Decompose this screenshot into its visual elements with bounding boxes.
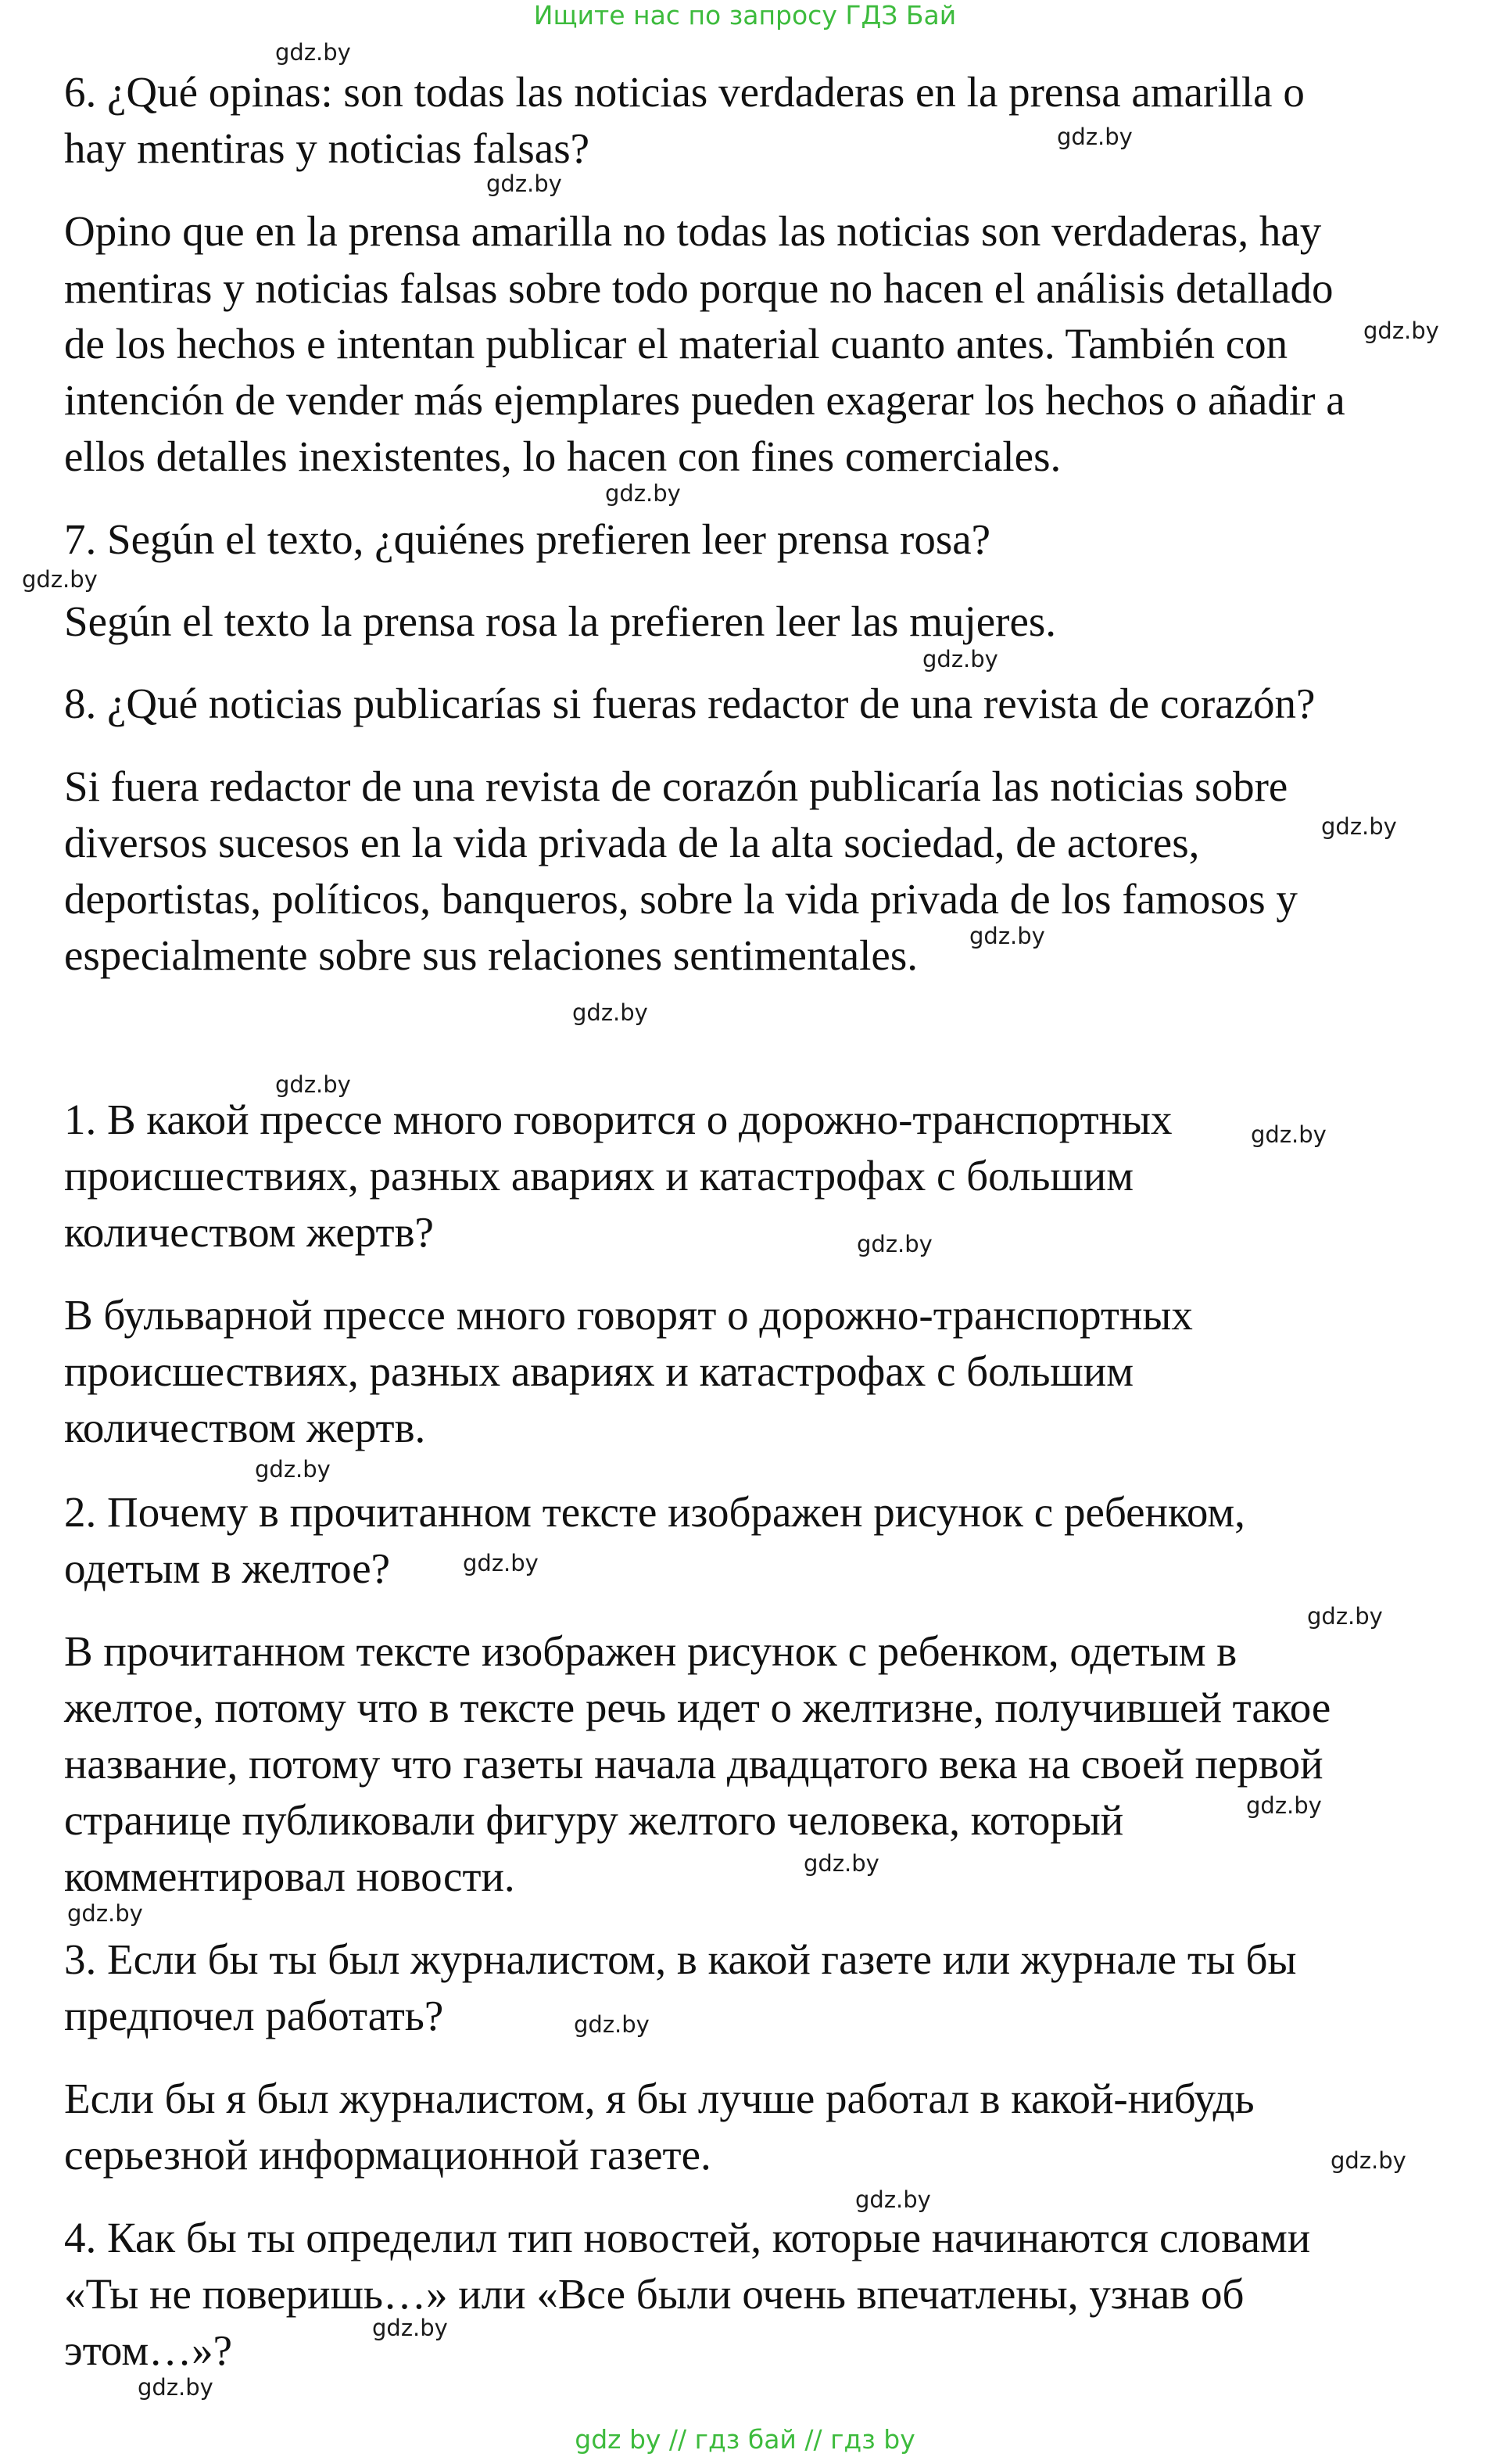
answer-ru-2-line-3: название, потому что газеты начала двадцатого века на своей первой — [64, 1740, 1323, 1788]
watermark: gdz.by — [486, 170, 562, 197]
answer-6-line-4: intención de vender más ejemplares pueden exagerar los hechos o añadir a — [64, 376, 1345, 424]
answer-ru-1-line-1: В бульварной прессе много говорят о дорожно-транспортных — [64, 1291, 1193, 1339]
watermark: gdz.by — [1331, 2147, 1406, 2174]
answer-6-line-2: mentiras y noticias falsas sobre todo porque no hacen el análisis detallado — [64, 264, 1334, 312]
watermark: gdz.by — [1057, 124, 1133, 150]
answer-ru-2-line-4: странице публиковали фигуру желтого человека, который — [64, 1796, 1124, 1844]
answer-ru-1-line-3: количеством жертв. — [64, 1404, 426, 1451]
question-ru-4-line-2: «Ты не поверишь…» или «Все были очень впечатлены, узнав об — [64, 2270, 1245, 2318]
watermark: gdz.by — [857, 1231, 933, 1257]
question-7-line-1: 7. Según el texto, ¿quiénes prefieren leer prensa rosa? — [64, 515, 991, 563]
answer-6-line-5: ellos detalles inexistentes, lo hacen con fines comerciales. — [64, 432, 1062, 480]
answer-ru-3-line-2: серьезной информационной газете. — [64, 2131, 711, 2179]
answer-8-line-4: especialmente sobre sus relaciones sentimentales. — [64, 931, 918, 979]
watermark: gdz.by — [463, 1550, 539, 1576]
answer-ru-1-line-2: происшествиях, разных авариях и катастрофах с большим — [64, 1347, 1134, 1395]
watermark: gdz.by — [275, 1071, 351, 1098]
watermark: gdz.by — [22, 566, 98, 593]
question-ru-3-line-2: предпочел работать? — [64, 1992, 444, 2039]
question-6-line-1: 6. ¿Qué opinas: son todas las noticias verdaderas en la prensa amarilla o — [64, 68, 1305, 116]
watermark: gdz.by — [605, 480, 681, 507]
watermark: gdz.by — [138, 2374, 213, 2401]
question-ru-3-line-1: 3. Если бы ты был журналистом, в какой газете или журнале ты бы — [64, 1935, 1297, 1983]
answer-7-line-1: Según el texto la prensa rosa la prefieren leer las mujeres. — [64, 597, 1057, 645]
answer-8-line-3: deportistas, políticos, banqueros, sobre la vida privada de los famosos y — [64, 875, 1298, 923]
question-8-line-1: 8. ¿Qué noticias publicarías si fueras redactor de una revista de corazón? — [64, 680, 1316, 727]
footer-banner[interactable]: gdz by // гдз бай // гдз by — [575, 2424, 915, 2455]
watermark: gdz.by — [67, 1900, 143, 1927]
answer-ru-2-line-2: желтое, потому что в тексте речь идет о желтизне, получившей такое — [64, 1684, 1331, 1731]
header-banner[interactable]: Ищите нас по запросу ГДЗ Бай — [533, 0, 957, 30]
question-6-line-2: hay mentiras y noticias falsas? — [64, 124, 590, 172]
watermark: gdz.by — [855, 2186, 931, 2213]
watermark: gdz.by — [922, 646, 998, 672]
question-ru-4-line-3: этом…»? — [64, 2326, 233, 2374]
watermark: gdz.by — [255, 1456, 331, 1483]
question-ru-4-line-1: 4. Как бы ты определил тип новостей, которые начинаются словами — [64, 2214, 1311, 2261]
watermark: gdz.by — [572, 999, 648, 1026]
answer-ru-3-line-1: Если бы я был журналистом, я бы лучше работал в какой-нибудь — [64, 2075, 1255, 2122]
answer-8-line-1: Si fuera redactor de una revista de corazón publicaría las noticias sobre — [64, 762, 1288, 810]
question-ru-2-line-2: одетым в желтое? — [64, 1544, 391, 1592]
answer-6-line-3: de los hechos e intentan publicar el material cuanto antes. También con — [64, 320, 1288, 368]
watermark: gdz.by — [275, 39, 351, 66]
watermark: gdz.by — [1307, 1603, 1383, 1630]
answer-ru-2-line-1: В прочитанном тексте изображен рисунок с ребенком, одетым в — [64, 1627, 1237, 1675]
question-ru-2-line-1: 2. Почему в прочитанном тексте изображен рисунок с ребенком, — [64, 1488, 1245, 1536]
answer-6-line-1: Opino que en la prensa amarilla no todas las noticias son verdaderas, hay — [64, 207, 1322, 255]
question-ru-1-line-1: 1. В какой прессе много говорится о дорожно-транспортных — [64, 1096, 1173, 1143]
watermark: gdz.by — [1251, 1121, 1327, 1148]
question-ru-1-line-3: количеством жертв? — [64, 1208, 434, 1256]
watermark: gdz.by — [372, 2315, 448, 2341]
watermark: gdz.by — [1363, 317, 1439, 344]
watermark: gdz.by — [804, 1850, 879, 1877]
answer-8-line-2: diversos sucesos en la vida privada de la alta sociedad, de actores, — [64, 819, 1200, 866]
watermark: gdz.by — [1321, 813, 1397, 840]
watermark: gdz.by — [969, 923, 1045, 949]
answer-ru-2-line-5: комментировал новости. — [64, 1852, 515, 1900]
watermark: gdz.by — [1246, 1792, 1322, 1819]
question-ru-1-line-2: происшествиях, разных авариях и катастрофах с большим — [64, 1152, 1134, 1200]
watermark: gdz.by — [574, 2011, 650, 2038]
